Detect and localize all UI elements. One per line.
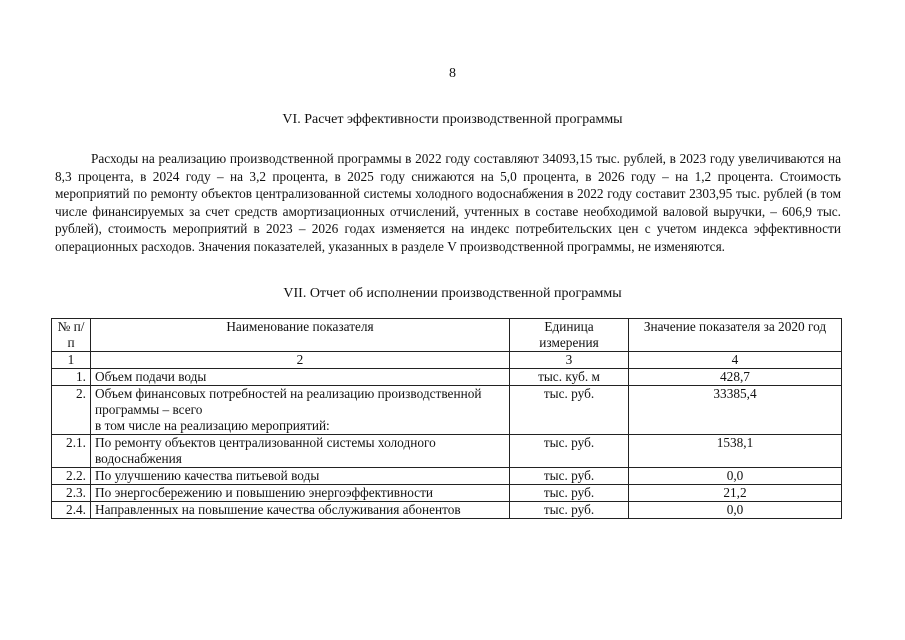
row-num: 2.4.	[52, 502, 91, 519]
row-value: 428,7	[629, 369, 842, 386]
table-header-row	[52, 319, 842, 352]
index-cell: 3	[510, 352, 629, 369]
row-unit: тыс. руб.	[510, 386, 629, 435]
table-row	[52, 468, 842, 485]
row-unit: тыс. куб. м	[510, 369, 629, 386]
page-number: 8	[449, 66, 456, 81]
row-value: 21,2	[629, 485, 842, 502]
table-row	[52, 485, 842, 502]
section-7-title: VII. Отчет об исполнении производственной программы	[283, 286, 622, 301]
row-num: 2.1.	[52, 435, 91, 468]
table-index-row	[52, 352, 842, 369]
row-value: 0,0	[629, 468, 842, 485]
row-name: Направленных на повышение качества обслуживания абонентов	[91, 502, 510, 519]
row-unit: тыс. руб.	[510, 502, 629, 519]
row-name: По энергосбережению и повышению энергоэффективности	[91, 485, 510, 502]
header-value: Значение показателя за 2020 год	[629, 319, 842, 352]
row-name-extra: в том числе на реализацию мероприятий:	[95, 418, 330, 433]
table-row	[52, 386, 842, 435]
row-num: 1.	[52, 369, 91, 386]
row-value: 33385,4	[629, 386, 842, 435]
row-unit: тыс. руб.	[510, 485, 629, 502]
row-unit: тыс. руб.	[510, 468, 629, 485]
index-cell: 4	[629, 352, 842, 369]
row-value: 1538,1	[629, 435, 842, 468]
section-6-paragraph: Расходы на реализацию производственной программы в 2022 году составляют 34093,15 тыс. рублей, в 2023 году увеличиваются на 8,3 процента, в 2024 году – на 3,2 процента, в 2025 году снижаются на 5,0 процента, в 2026 году – на 1,2 процента. Стоимость мероприятий по ремонту объектов централизованной системы холодного водоснабжения в 2022 году составит 2303,95 тыс. рублей (в том числе финансируемых за счет средств амортизационных отчислений, учтенных в составе необходимой валовой выручки, – 606,9 тыс. рублей), стоимость мероприятий в 2023 – 2026 годах изменяется на индекс потребительских цен с учетом индекса эффективности операционных расходов. Значения показателей, указанных в разделе V производственной программы, не изменяются.	[55, 151, 841, 254]
row-value: 0,0	[629, 502, 842, 519]
row-name: По ремонту объектов централизованной системы холодного водоснабжения	[91, 435, 510, 468]
row-num: 2.2.	[52, 468, 91, 485]
table-row	[52, 435, 842, 468]
index-cell: 2	[91, 352, 510, 369]
row-num: 2.	[52, 386, 91, 435]
header-name: Наименование показателя	[91, 319, 510, 352]
index-cell: 1	[52, 352, 91, 369]
row-name: Объем подачи воды	[91, 369, 510, 386]
header-unit: Единица измерения	[510, 319, 629, 352]
table-row	[52, 502, 842, 519]
report-table	[51, 318, 842, 519]
row-name	[91, 386, 510, 435]
section-6-title: VI. Расчет эффективности производственной программы	[282, 112, 623, 127]
row-unit: тыс. руб.	[510, 435, 629, 468]
row-num: 2.3.	[52, 485, 91, 502]
row-name-main: Объем финансовых потребностей на реализацию производственной программы – всего	[95, 386, 482, 417]
table-row	[52, 369, 842, 386]
row-name: По улучшению качества питьевой воды	[91, 468, 510, 485]
header-num: № п/п	[52, 319, 91, 352]
